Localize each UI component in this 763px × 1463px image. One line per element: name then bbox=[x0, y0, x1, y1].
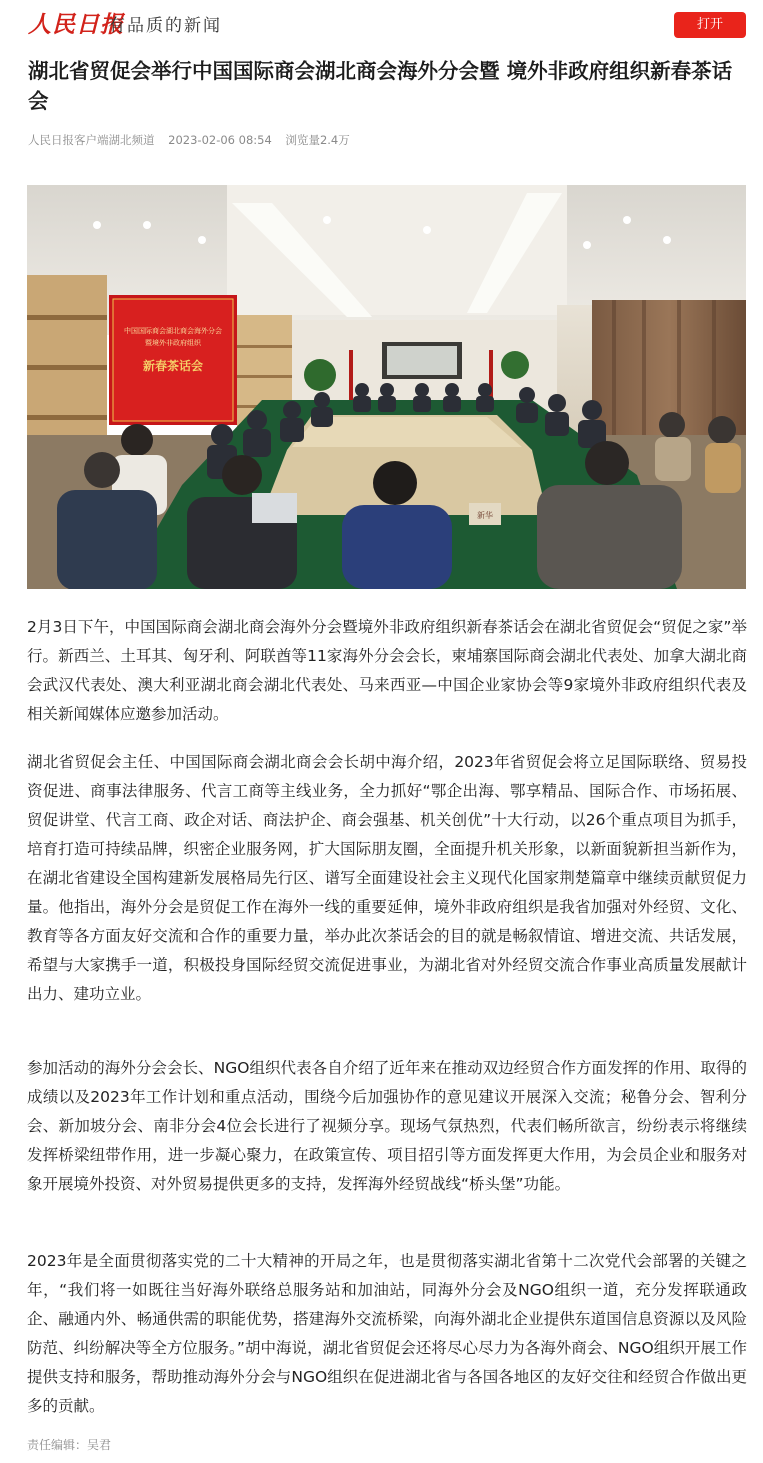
article-views: 浏览量2.4万 bbox=[285, 133, 350, 147]
open-app-button[interactable]: 打开 bbox=[674, 12, 746, 38]
table-sign: 新华 bbox=[477, 511, 493, 520]
banner-line2: 暨境外非政府组织 bbox=[145, 339, 201, 347]
slogan: 有品质的新闻 bbox=[108, 16, 222, 36]
people-daily-logo[interactable]: 人民日报 bbox=[28, 11, 124, 38]
paragraph-2: 湖北省贸促会主任、中国国际商会湖北商会会长胡中海介绍，2023年省贸促会将立足国际联络、贸易投资促进、商事法律服务、代言工商等主线业务，全力抓好“鄂企出海、鄂享精品、国际合作、市场拓展、贸促讲堂、代言工商、政企对话、商法护企、商会强基、机关创优”十大行动，以26个重点项目为抓手，培育打造可持续品牌，织密企业服务网，扩大国际朋友圈，全面提升机关形象，以新面貌新担当新作为，在湖北省建设全国构建新发展格局先行区、谱写全面建设社会主义现代化国家荆楚篇章中继续贡献贸促力量。他指出，海外分会是贸促工作在海外一线的重要延伸，境外非政府组织是我省加强对外经贸、文化、教育等各方面友好交流和合作的重要力量，举办此次茶话会的目的就是畅叙情谊、增进交流、共话发展，希望与大家携手一道，积极投身国际经贸交流促进事业，为湖北省对外经贸交流合作事业高质量发展献计出力、建功立业。 bbox=[27, 753, 747, 1003]
paragraph-3: 参加活动的海外分会会长、NGO组织代表各自介绍了近年来在推动双边经贸合作方面发挥的作用、取得的成绩以及2023年工作计划和重点活动，围绕今后加强协作的意见建议开展深入交流；秘鲁分会、智利分会、新加坡分会、南非分会4位会长进行了视频分享。现场气氛热烈，代表们畅所欲言，纷纷表示将继续发挥桥梁纽带作用，进一步凝心聚力，在政策宣传、项目招引等方面发挥更大作用，为会员企业和服务对象开展境外投资、对外贸易提供更多的支持，发挥海外经贸战线“桥头堡”功能。 bbox=[27, 1059, 747, 1193]
article-photo[interactable] bbox=[27, 185, 746, 589]
article-date: 2023-02-06 08:54 bbox=[168, 133, 272, 147]
article-source[interactable]: 人民日报客户端湖北频道 bbox=[28, 133, 155, 147]
paragraph-1: 2月3日下午，中国国际商会湖北商会海外分会暨境外非政府组织新春茶话会在湖北省贸促会“贸促之家”举行。新西兰、土耳其、匈牙利、阿联酋等11家海外分会会长，柬埔寨国际商会湖北代表处、加拿大湖北商会武汉代表处、澳大利亚湖北商会湖北代表处、马来西亚—中国企业家协会等9家境外非政府组织代表及相关新闻媒体应邀参加活动。 bbox=[27, 618, 747, 723]
article-title: 湖北省贸促会举行中国国际商会湖北商会海外分会暨 境外非政府组织新春茶话会 bbox=[28, 59, 733, 113]
article-meta bbox=[28, 132, 360, 148]
meeting-room-photo bbox=[27, 185, 746, 589]
banner-line1: 中国国际商会湖北商会海外分会 bbox=[124, 327, 222, 335]
top-bar bbox=[0, 0, 763, 50]
responsible-editor: 责任编辑：吴君 bbox=[27, 1438, 112, 1452]
paragraph-4: 2023年是全面贯彻落实党的二十大精神的开局之年，也是贯彻落实湖北省第十二次党代会部署的关键之年，“我们将一如既往当好海外联络总服务站和加油站，同海外分会及NGO组织一道，充分发挥联通政企、融通内外、畅通供需的职能优势，搭建海外交流桥梁，向海外湖北企业提供东道国信息资源以及风险防范、纠纷解决等全方位服务。”胡中海说，湖北省贸促会还将尽心尽力为各海外商会、NGO组织开展工作提供支持和服务，帮助推动海外分会与NGO组织在促进湖北省与各国各地区的友好交往和经贸合作做出更多的贡献。 bbox=[27, 1252, 747, 1415]
banner-title: 新春茶话会 bbox=[142, 359, 204, 373]
